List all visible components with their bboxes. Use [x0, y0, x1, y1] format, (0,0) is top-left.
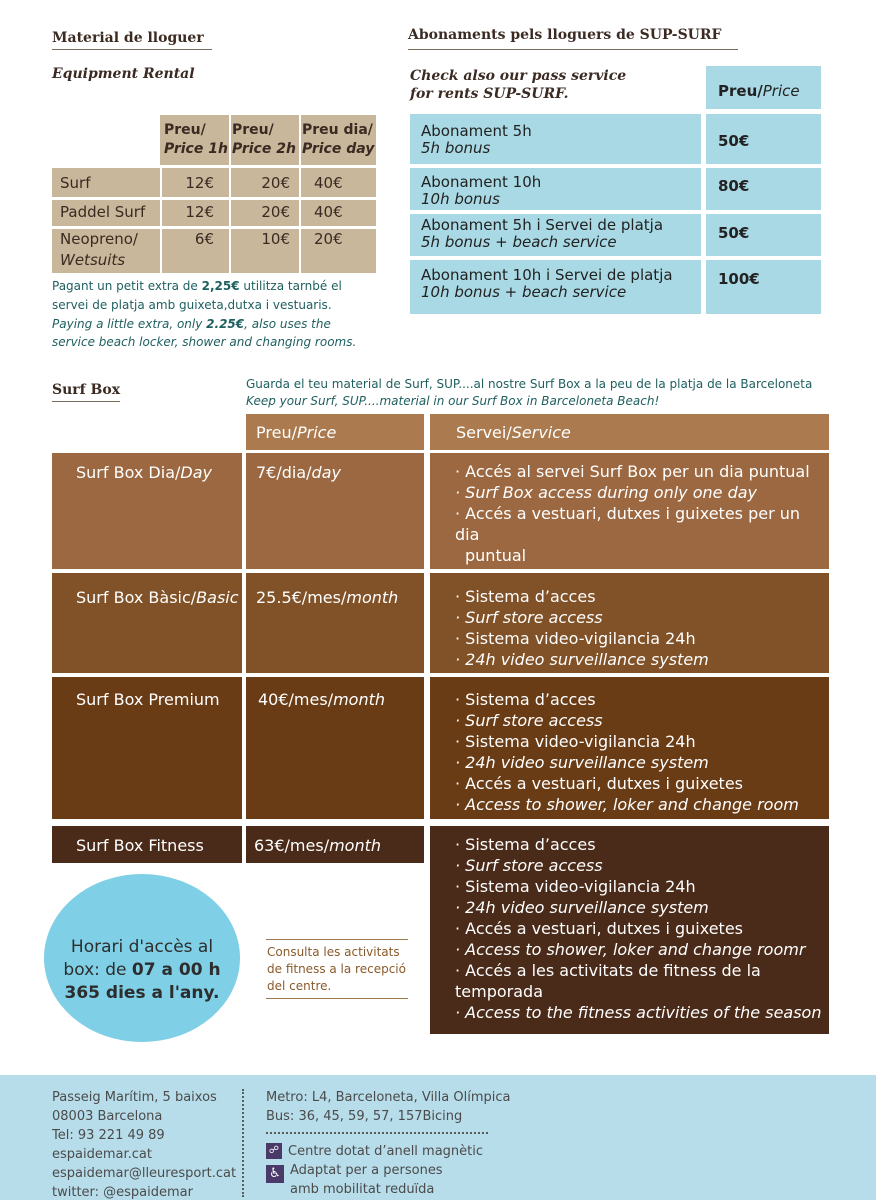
surfbox-plan-name: Surf Box Dia/	[76, 463, 181, 482]
surfbox-plan-name: Surf Box Premium	[76, 690, 220, 709]
sup-item-10h	[410, 168, 701, 210]
rental-row-neopreno	[52, 229, 376, 273]
sup-price-10h-beach: 100€	[706, 260, 821, 314]
surfbox-price: 40€/mes/	[258, 690, 334, 709]
rental-item-name-ca: Neopreno/	[60, 230, 138, 248]
rental-title-divider	[52, 49, 212, 50]
service-item: · Accés al servei Surf Box per un dia puntual	[455, 462, 810, 481]
hearing-loop-icon: ☍	[266, 1143, 282, 1159]
surfbox-plan-name-en: Basic	[196, 588, 239, 607]
rental-item-name: Surf	[60, 174, 91, 192]
rental-note-ca-text: Pagant un petit extra de	[52, 279, 202, 293]
surfbox-services-premium	[430, 677, 829, 819]
sup-item-en: 5h bonus	[421, 139, 491, 157]
service-item: · Sistema video-vigilancia 24h	[455, 629, 696, 648]
sup-subtitle-line2: for rents SUP-SURF.	[410, 86, 569, 102]
rental-note-en-text: Paying a little extra, only	[52, 317, 207, 331]
surfbox-price: 7€/dia/	[256, 463, 312, 482]
rental-price-day: 40€	[314, 174, 343, 192]
sup-price-header-en: Price	[762, 82, 800, 100]
rental-price-2h: 10€	[261, 230, 290, 248]
rental-price-1h: 12€	[185, 174, 214, 192]
fitness-note-divider-bottom	[266, 998, 408, 999]
service-item: · Sistema d’acces	[455, 587, 596, 606]
surfbox-plan-name: Surf Box Fitness	[76, 836, 204, 855]
rental-header-1h-line1: Preu/	[164, 122, 206, 138]
surfbox-plan-name-en: Day	[180, 463, 212, 482]
footer-email-link[interactable]: espaidemar@lleuresport.cat	[52, 1166, 237, 1181]
rental-note-ca-text: utilitza tarnbé el servei de platja amb guixeta,dutxa i vestuaris.	[52, 279, 342, 312]
fitness-note-divider-top	[266, 939, 408, 940]
hours-text: Horari d'accès al box: de	[63, 937, 214, 980]
rental-note-ca-price: 2,25€	[201, 279, 240, 293]
surfbox-plan-name: Surf Box Bàsic/	[76, 588, 197, 607]
surfbox-price-basic	[246, 573, 424, 673]
surfbox-plan-day	[52, 453, 242, 569]
rental-header-row	[160, 115, 376, 165]
footer-phone: Tel: 93 221 49 89	[52, 1128, 165, 1143]
rental-price-2h: 20€	[261, 174, 290, 192]
sup-item-5h-beach	[410, 214, 701, 256]
surfbox-price-unit: month	[329, 836, 382, 855]
sup-item-ca: Abonament 10h i Servei de platja	[421, 266, 673, 284]
service-item: · Sistema video-vigilancia 24h	[455, 732, 696, 751]
service-item: temporada	[455, 982, 543, 1001]
footer	[0, 1075, 876, 1200]
sup-price-10h: 80€	[706, 168, 821, 210]
service-item: · Accés a vestuari, dutxes i guixetes per un dia	[455, 504, 801, 544]
rental-col-sep	[229, 168, 231, 273]
surfbox-plan-premium	[52, 677, 242, 819]
rental-note-en	[52, 315, 377, 351]
footer-city: 08003 Barcelona	[52, 1109, 163, 1124]
rental-header-sep	[299, 115, 301, 165]
footer-street: Passeig Marítim, 5 baixos	[52, 1090, 217, 1105]
footer-transport	[266, 1088, 510, 1126]
rental-price-2h: 20€	[261, 203, 290, 221]
surfbox-price: 63€/mes/	[254, 836, 330, 855]
rental-header-sep	[229, 115, 231, 165]
surfbox-header-service-en: Service	[511, 423, 571, 442]
footer-address	[52, 1088, 236, 1200]
footer-bus: Bus: 36, 45, 59, 57, 157Bicing	[266, 1109, 463, 1124]
sup-price-header-ca: Preu/	[718, 82, 763, 100]
surfbox-price: 25.5€/mes/	[256, 588, 347, 607]
sup-item-ca: Abonament 10h	[421, 173, 542, 191]
sup-price-header	[706, 66, 821, 109]
surfbox-price-premium	[246, 677, 424, 819]
wheelchair-icon: ♿	[266, 1165, 284, 1183]
fitness-note: Consulta les activitats de fitness a la recepció del centre.	[267, 945, 406, 993]
service-item: · Sistema video-vigilancia 24h	[455, 877, 696, 896]
sup-item-en: 5h bonus + beach service	[421, 233, 617, 251]
surfbox-title: Surf Box	[52, 382, 121, 398]
surfbox-plan-fitness	[52, 826, 242, 863]
sup-item-10h-beach	[410, 260, 701, 314]
surfbox-price-unit: month	[333, 690, 386, 709]
surfbox-header-service	[430, 414, 829, 450]
surfbox-plan-basic	[52, 573, 242, 673]
footer-feature-loop: Centre dotat d’anell magnètic	[288, 1144, 484, 1159]
service-item: · Sistema d’acces	[455, 690, 596, 709]
rental-header-2h-line1: Preu/	[232, 122, 274, 138]
sup-subtitle	[410, 67, 626, 103]
rental-title: Material de lloguer	[52, 30, 204, 46]
service-item: · Accés a vestuari, dutxes i guixetes	[455, 774, 744, 793]
sup-item-en: 10h bonus	[421, 190, 500, 208]
service-item: · Access to shower, loker and change room	[455, 795, 799, 814]
surfbox-services-fitness	[430, 826, 829, 1034]
footer-divider-vertical	[242, 1089, 244, 1197]
service-item: · Accés a les activitats de fitness de la	[455, 961, 761, 980]
rental-note-en-text: , also uses the service beach locker, shower and changing rooms.	[52, 317, 357, 349]
footer-twitter-link[interactable]: twitter: @espaidemar	[52, 1185, 193, 1200]
surfbox-intro-en: Keep your Surf, SUP....material in our Surf Box in Barceloneta Beach!	[246, 394, 660, 408]
rental-row-paddel	[52, 200, 376, 226]
service-item: · 24h video surveillance system	[455, 898, 709, 917]
surfbox-price-day	[246, 453, 424, 569]
rental-col-sep	[299, 168, 301, 273]
footer-website-link[interactable]: espaidemar.cat	[52, 1147, 152, 1162]
service-item: · 24h video surveillance system	[455, 753, 709, 772]
rental-header-day-line1: Preu dia/	[302, 122, 373, 138]
sup-title-divider	[408, 49, 738, 50]
service-item: · 24h video surveillance system	[455, 650, 709, 669]
sup-price-5h: 50€	[706, 114, 821, 164]
service-item: · Accés a vestuari, dutxes i guixetes	[455, 919, 744, 938]
hours-days: 365 dies a l'any.	[64, 983, 220, 1003]
surfbox-header-price-en: Price	[296, 423, 337, 442]
surfbox-services-day	[430, 453, 829, 569]
hours-range: 07 a 00 h	[131, 960, 221, 980]
surfbox-services-basic	[430, 573, 829, 673]
hours-badge	[44, 874, 240, 1042]
rental-item-name: Paddel Surf	[60, 203, 146, 221]
service-item: · Surf store access	[455, 856, 603, 875]
service-item: · Surf Box access during only one day	[455, 483, 758, 502]
footer-feature-accessibility-line1: Adaptat per a persones	[290, 1163, 443, 1178]
rental-header-2h-line2: Price 2h	[232, 141, 296, 157]
rental-header-1h-line2: Price 1h	[164, 141, 228, 157]
surfbox-title-divider	[52, 401, 120, 402]
surfbox-price-unit: day	[311, 463, 341, 482]
service-item: · Access to shower, loker and change roomr	[455, 940, 806, 959]
footer-feature-accessibility-line2: amb mobilitat reduïda	[290, 1182, 435, 1197]
rental-header-day	[302, 121, 376, 159]
service-item: · Surf store access	[455, 711, 603, 730]
rental-price-1h: 12€	[185, 203, 214, 221]
surfbox-intro-ca: Guarda el teu material de Surf, SUP....al nostre Surf Box a la peu de la platja de la Barceloneta	[246, 377, 813, 391]
surfbox-header-service-ca: Servei/	[456, 423, 512, 442]
rental-header-2h	[232, 121, 298, 159]
rental-note-ca	[52, 277, 377, 315]
rental-item-name	[54, 229, 158, 273]
sup-item-ca: Abonament 5h	[421, 122, 532, 140]
rental-col-sep	[160, 168, 162, 273]
surfbox-header-price-ca: Preu/	[256, 423, 297, 442]
service-item: · Access to the fitness activities of the season	[455, 1003, 822, 1022]
surfbox-intro	[246, 376, 866, 410]
rental-note-en-price: 2.25€	[206, 317, 245, 331]
sup-item-5h	[410, 114, 701, 164]
surfbox-price-unit: month	[346, 588, 399, 607]
sup-title: Abonaments pels lloguers de SUP-SURF	[408, 27, 722, 43]
footer-feature-accessibility	[290, 1161, 443, 1199]
rental-price-1h: 6€	[194, 230, 214, 248]
rental-price-day: 20€	[314, 230, 343, 248]
sup-item-en: 10h bonus + beach service	[421, 283, 627, 301]
sup-price-5h-beach: 50€	[706, 214, 821, 256]
sup-item-ca: Abonament 5h i Servei de platja	[421, 216, 664, 234]
footer-metro: Metro: L4, Barceloneta, Villa Olímpica	[266, 1090, 511, 1105]
service-item: · Sistema d’acces	[455, 835, 596, 854]
surfbox-price-fitness	[246, 826, 424, 863]
rental-price-day: 40€	[314, 203, 343, 221]
footer-divider-horizontal	[266, 1132, 488, 1134]
surfbox-header-price	[246, 414, 424, 450]
rental-header-day-line2: Price day	[302, 141, 375, 157]
service-item: · Surf store access	[455, 608, 603, 627]
rental-subtitle: Equipment Rental	[52, 66, 195, 82]
rental-header-1h	[164, 121, 230, 159]
rental-row-surf	[52, 168, 376, 197]
service-item: puntual	[465, 546, 527, 565]
sup-subtitle-line1: Check also our pass service	[410, 68, 627, 84]
rental-item-name-en: Wetsuits	[60, 251, 126, 269]
